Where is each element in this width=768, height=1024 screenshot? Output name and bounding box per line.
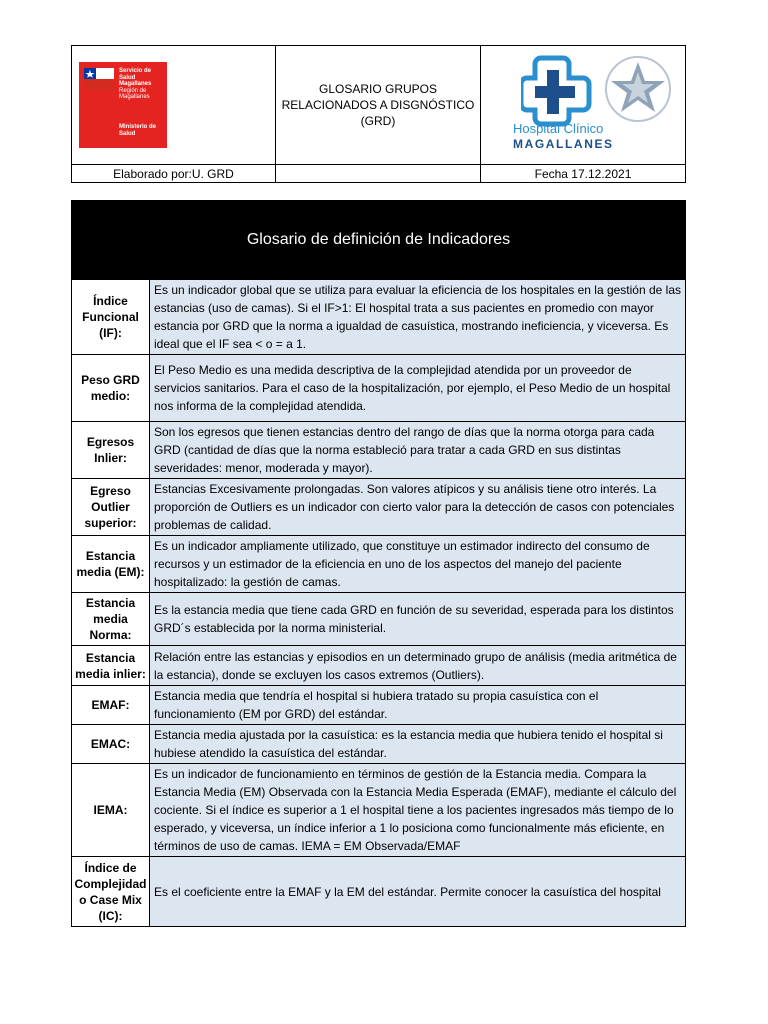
logo-left-cell bbox=[72, 46, 276, 165]
table-row bbox=[72, 764, 686, 857]
term-estancia-media-inlier: Estancia media inlier: bbox=[72, 646, 150, 686]
accreditation-seal-icon bbox=[603, 54, 673, 124]
definition-estancia-media-inlier: Relación entre las estancias y episodios en un determinado grupo de análisis (media aritmética de la estancia), donde se excluyen los casos extremos (Outliers). bbox=[150, 646, 686, 686]
gobierno-logo bbox=[79, 62, 167, 148]
glossary-title: Glosario de definición de Indicadores bbox=[72, 201, 686, 280]
document-header bbox=[71, 45, 686, 183]
table-row bbox=[72, 280, 686, 355]
table-row bbox=[72, 593, 686, 646]
term-indice-funcional: Índice Funcional (IF): bbox=[72, 280, 150, 355]
definition-iema: Es un indicador de funcionamiento en términos de gestión de la Estancia media. Compara la Estancia Media (EM) Observada con la Estancia Media Esperada (EMAF), mediante el cálculo del cociente. Si el índice es superior a 1 el hospital tiene a los pacientes ingresados más tiempo de lo esperado, y viceversa, un índice inferior a 1 lo posiciona como funcionalmente más eficiente, en términos de uso de camas. IEMA = EM Observada/EMAF bbox=[150, 764, 686, 857]
definition-indice-funcional: Es un indicador global que se utiliza para evaluar la eficiencia de los hospitales en la gestión de las estancias (uso de camas). Si el IF>1: El hospital trata a sus pacientes en promedio con mayor estancia por GRD que la norma a igualdad de casuística, mostrando ineficiencia, y viceversa. Es ideal que el IF sea < o = a 1. bbox=[150, 280, 686, 355]
definition-estancia-media: Es un indicador ampliamente utilizado, que constituye un estimador indirecto del consumo de recursos y un estimador de la eficiencia en uno de los aspectos del manejo del paciente hospitalizado: la gestión de camas. bbox=[150, 536, 686, 593]
table-row bbox=[72, 422, 686, 479]
term-estancia-media: Estancia media (EM): bbox=[72, 536, 150, 593]
table-row bbox=[72, 479, 686, 536]
elaborado-por: Elaborado por:U. GRD bbox=[72, 165, 276, 183]
definition-indice-complejidad: Es el coeficiente entre la EMAF y la EM del estándar. Permite conocer la casuística del hospital bbox=[150, 857, 686, 927]
hospital-name-line2: MAGALLANES bbox=[513, 137, 614, 151]
definition-emaf: Estancia media que tendría el hospital si hubiera tratado su propia casuística con el funcionamiento (EM por GRD) del estándar. bbox=[150, 686, 686, 725]
term-emac: EMAC: bbox=[72, 725, 150, 764]
definition-peso-grd-medio: El Peso Medio es una medida descriptiva de la complejidad atendida por un proveedor de servicios sanitarios. Para el caso de la hospitalización, por ejemplo, el Peso Medio de un hospital nos informa de la complejidad atendida. bbox=[150, 355, 686, 422]
table-row bbox=[72, 536, 686, 593]
title-line-2: RELACIONADOS A DISGNÓSTICO bbox=[281, 98, 475, 112]
hospital-name-line1: Hospital Clínico bbox=[513, 121, 604, 136]
term-egresos-inlier: Egresos Inlier: bbox=[72, 422, 150, 479]
definition-egresos-inlier: Son los egresos que tienen estancias dentro del rango de días que la norma otorga para cada GRD (cantidad de días que la norma estableció para tratar a cada GRD en sus distintas severidades: menor, moderada y mayor). bbox=[150, 422, 686, 479]
definition-egreso-outlier-superior: Estancias Excesivamente prolongadas. Son valores atípicos y su análisis tiene otro interés. La proporción de Outliers es un indicador con cierto valor para la detección de casos con potenciales problemas de calidad. bbox=[150, 479, 686, 536]
hospital-cross-icon bbox=[521, 52, 601, 132]
logo-left-text: Servicio de Salud Magallanes Región de Magallanes bbox=[119, 68, 152, 100]
term-iema: IEMA: bbox=[72, 764, 150, 857]
title-line-1: GLOSARIO GRUPOS bbox=[318, 82, 438, 96]
table-row bbox=[72, 725, 686, 764]
term-peso-grd-medio: Peso GRD medio: bbox=[72, 355, 150, 422]
table-row bbox=[72, 686, 686, 725]
term-indice-complejidad: Índice de Complejidad o Case Mix (IC): bbox=[72, 857, 150, 927]
glossary-table bbox=[71, 200, 686, 927]
chile-emblem-icon bbox=[84, 68, 114, 90]
term-estancia-media-norma: Estancia media Norma: bbox=[72, 593, 150, 646]
fecha: Fecha 17.12.2021 bbox=[481, 165, 686, 183]
table-row bbox=[72, 646, 686, 686]
term-emaf: EMAF: bbox=[72, 686, 150, 725]
logo-right-cell bbox=[481, 46, 686, 165]
logo-left-ministerio: Ministerio de Salud bbox=[119, 124, 157, 137]
term-egreso-outlier-superior: Egreso Outlier superior: bbox=[72, 479, 150, 536]
definition-emac: Estancia media ajustada por la casuística: es la estancia media que hubiera tenido el hospital si hubiese atendido la casuística del estándar. bbox=[150, 725, 686, 764]
table-row bbox=[72, 857, 686, 927]
hospital-logo bbox=[483, 46, 683, 164]
definition-estancia-media-norma: Es la estancia media que tiene cada GRD en función de su severidad, esperada para los distintos GRD´s establecida por la norma ministerial. bbox=[150, 593, 686, 646]
title-line-3: (GRD) bbox=[360, 114, 396, 128]
document-title bbox=[276, 46, 481, 165]
header-middle-empty bbox=[276, 165, 481, 183]
table-row bbox=[72, 355, 686, 422]
